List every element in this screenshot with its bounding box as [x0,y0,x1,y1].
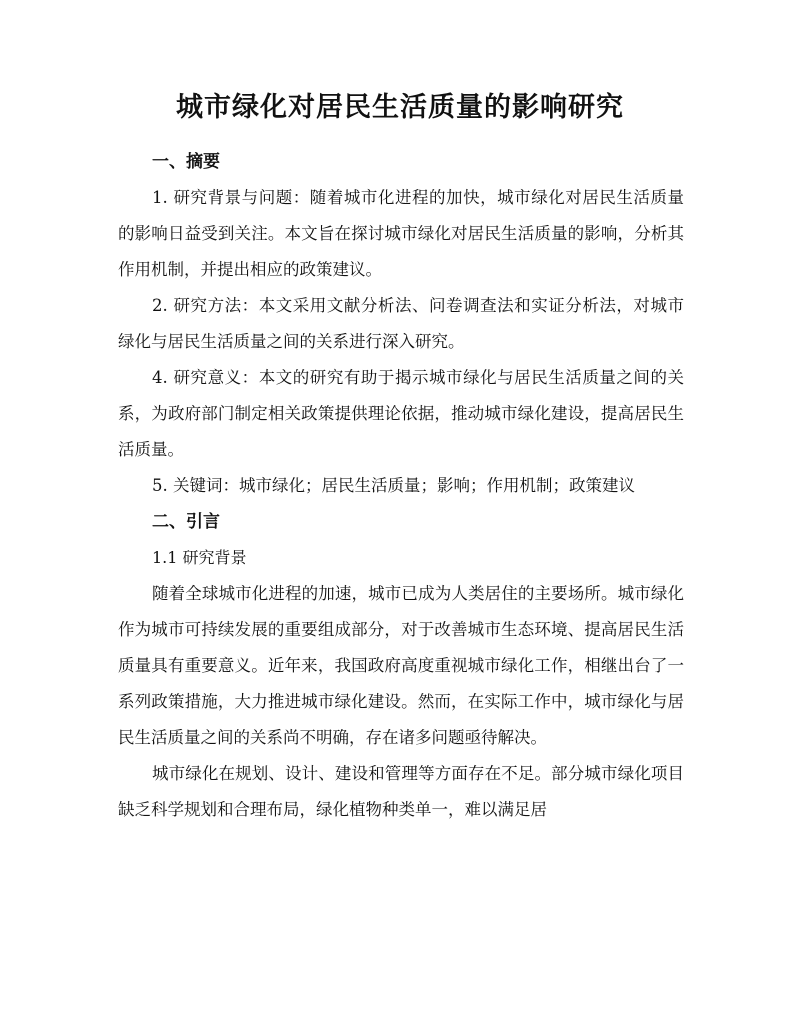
abstract-item-significance: 4. 研究意义：本文的研究有助于揭示城市绿化与居民生活质量之间的关系，为政府部门制定相关政策提供理论依据，推动城市绿化建设，提高居民生活质量。 [118,368,684,459]
section-heading-introduction: 二、引言 [152,512,220,532]
document-body [118,144,684,828]
document-title: 城市绿化对居民生活质量的影响研究 [176,92,624,123]
abstract-item-methods: 2. 研究方法：本文采用文献分析法、问卷调查法和实证分析法，对城市绿化与居民生活质量之间的关系进行深入研究。 [118,296,684,351]
subsection-heading-background: 1.1 研究背景 [152,548,247,567]
section-heading-abstract: 一、摘要 [152,152,220,172]
abstract-item-background: 1. 研究背景与问题：随着城市化进程的加快，城市绿化对居民生活质量的影响日益受到关注。本文旨在探讨城市绿化对居民生活质量的影响，分析其作用机制，并提出相应的政策建议。 [118,188,684,279]
introduction-paragraph: 城市绿化在规划、设计、建设和管理等方面存在不足。部分城市绿化项目缺乏科学规划和合理布局，绿化植物种类单一，难以满足居 [118,764,684,819]
abstract-item-keywords: 5. 关键词：城市绿化；居民生活质量；影响；作用机制；政策建议 [152,476,635,495]
introduction-paragraph: 随着全球城市化进程的加速，城市已成为人类居住的主要场所。城市绿化作为城市可持续发展的重要组成部分，对于改善城市生态环境、提高居民生活质量具有重要意义。近年来，我国政府高度重视城市绿化工作，相继出台了一系列政策措施，大力推进城市绿化建设。然而，在实际工作中，城市绿化与居民生活质量之间的关系尚不明确，存在诸多问题亟待解决。 [118,584,684,747]
